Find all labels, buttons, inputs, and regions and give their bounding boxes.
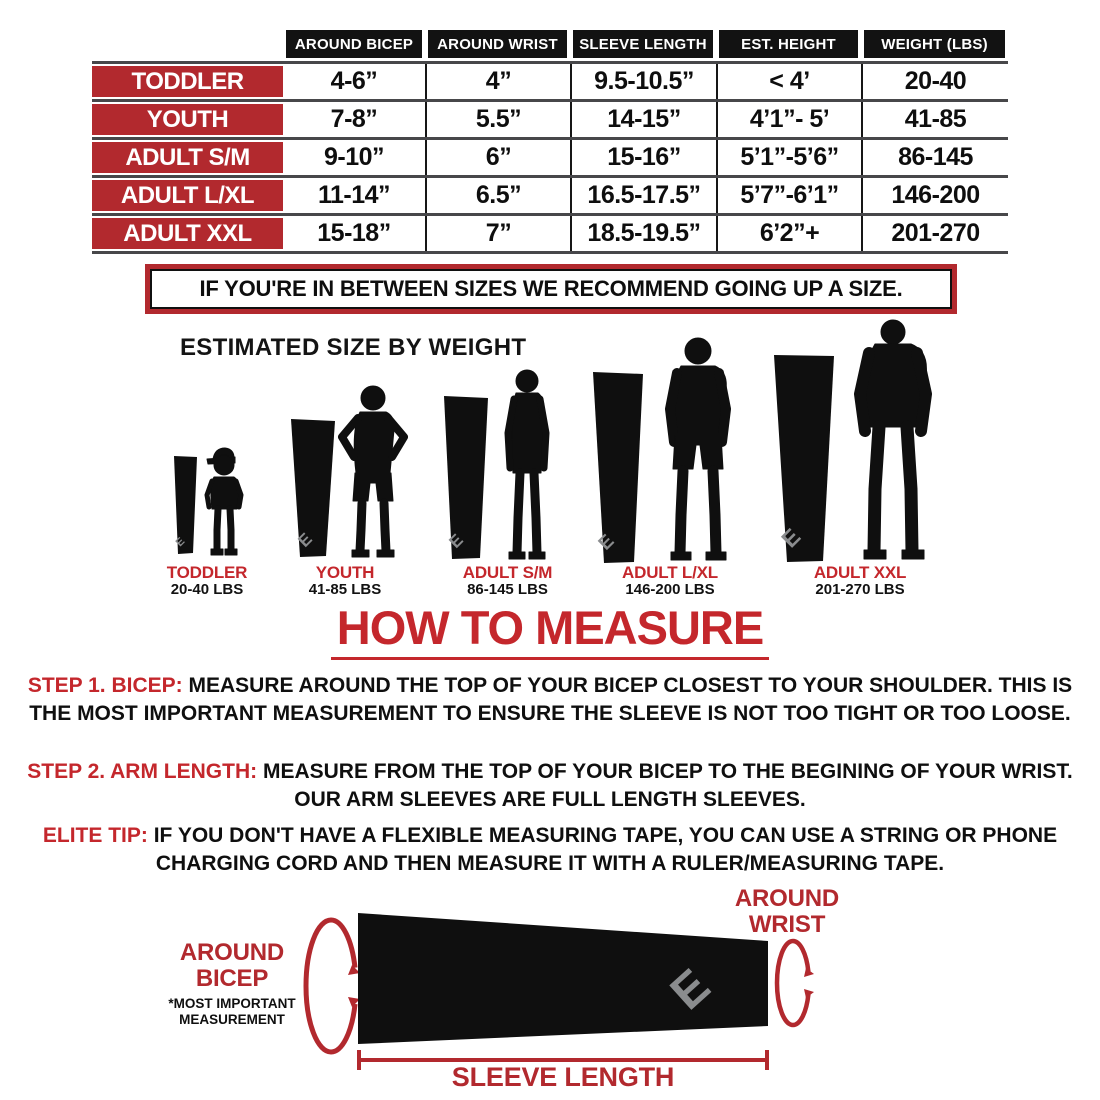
- cell-wrist: 6.5”: [425, 178, 570, 213]
- sleeve-diagram-graphic: [355, 908, 775, 1048]
- row-label: ADULT XXL: [92, 218, 283, 249]
- table-row-youth: [92, 99, 1008, 137]
- cell-sleeve: 18.5-19.5”: [570, 216, 716, 251]
- group-name: TODDLER: [166, 563, 248, 582]
- cell-wrist: 7”: [425, 216, 570, 251]
- group-name: ADULT S/M: [462, 563, 553, 582]
- row-label: ADULT L/XL: [92, 180, 283, 211]
- between-sizes-banner: [145, 264, 957, 314]
- banner-text: IF YOU'RE IN BETWEEN SIZES WE RECOMMEND GOING UP A SIZE.: [199, 276, 903, 301]
- group-name: YOUTH: [315, 563, 375, 582]
- size-table-body: [92, 61, 1008, 254]
- step-1-text: MEASURE AROUND THE TOP OF YOUR BICEP CLOSEST TO YOUR SHOULDER. THIS IS THE MOST IMPORTANT MEASUREMENT TO ENSURE THE SLEEVE IS NOT TOO TIGHT OR TOO LOOSE.: [29, 674, 1073, 725]
- size-table: [92, 30, 1008, 254]
- cell-height: 6’2”+: [716, 216, 861, 251]
- banner-inner-frame: [150, 269, 952, 309]
- how-to-measure-section: [0, 600, 1100, 660]
- bicep-ellipse: [302, 917, 360, 1055]
- group-label-adult-xxl: [795, 564, 925, 598]
- cell-weight: 20-40: [861, 64, 1008, 99]
- row-label: ADULT S/M: [92, 142, 283, 173]
- cell-wrist: 6”: [425, 140, 570, 175]
- cell-sleeve: 15-16”: [570, 140, 716, 175]
- brand-e-logo: E: [294, 529, 316, 551]
- sleeve-shape: [358, 913, 768, 1044]
- table-row-adult-xxl: [92, 213, 1008, 251]
- how-to-measure-title: HOW TO MEASURE: [331, 600, 769, 660]
- step-1-bicep: [20, 672, 1080, 728]
- cell-height: 5’7”-6’1”: [716, 178, 861, 213]
- adult-lxl-person-silhouette: [650, 337, 745, 562]
- group-weight: 20-40 LBS: [170, 581, 244, 598]
- adult-xxl-sleeve-graphic: [771, 353, 837, 563]
- column-header-est-height: EST. HEIGHT: [719, 30, 858, 58]
- group-weight: 201-270 LBS: [815, 581, 905, 598]
- cell-sleeve: 9.5-10.5”: [570, 64, 716, 99]
- step-2-label: STEP 2. ARM LENGTH:: [27, 760, 258, 783]
- group-weight: 86-145 LBS: [467, 581, 548, 598]
- group-weight: 146-200 LBS: [625, 581, 715, 598]
- table-row-toddler: [92, 61, 1008, 99]
- table-row-adult-sm: [92, 137, 1008, 175]
- cell-height: 4’1”- 5’: [716, 102, 861, 137]
- youth-person-silhouette: [333, 385, 413, 560]
- cell-bicep: 11-14”: [317, 181, 391, 209]
- group-weight: 41-85 LBS: [308, 581, 382, 598]
- cell-weight: 201-270: [861, 216, 1008, 251]
- adult-xxl-person-silhouette: [845, 319, 940, 562]
- row-label: YOUTH: [92, 104, 283, 135]
- cell-weight: 146-200: [861, 178, 1008, 213]
- group-label-youth: [285, 564, 405, 598]
- cell-sleeve: 14-15”: [570, 102, 716, 137]
- wrist-ellipse: [773, 938, 817, 1028]
- around-wrist-label: AROUND WRIST: [734, 885, 840, 938]
- row-label: TODDLER: [92, 66, 283, 97]
- group-label-toddler: [147, 564, 267, 598]
- cell-bicep: 9-10”: [323, 143, 385, 171]
- cell-weight: 41-85: [861, 102, 1008, 137]
- size-table-header-row: [92, 30, 1008, 58]
- brand-e-logo: E: [445, 530, 467, 552]
- brand-e-logo: E: [173, 535, 188, 550]
- brand-e-logo: E: [776, 523, 806, 553]
- group-name: ADULT XXL: [813, 563, 907, 582]
- adult-sm-person-silhouette: [492, 368, 562, 560]
- around-bicep-label: AROUND BICEP: [179, 939, 285, 992]
- column-header-sleeve-length: SLEEVE LENGTH: [573, 30, 713, 58]
- brand-e-logo: E: [660, 959, 721, 1021]
- step-1-label: STEP 1. BICEP:: [27, 674, 183, 697]
- cell-wrist: 5.5”: [425, 102, 570, 137]
- cell-bicep: 15-18”: [317, 219, 391, 247]
- adult-lxl-sleeve-graphic: [590, 371, 646, 564]
- group-name: ADULT L/XL: [622, 563, 718, 582]
- elite-tip: [20, 822, 1080, 878]
- toddler-sleeve-graphic: [172, 455, 199, 555]
- cell-height: 5’1”-5’6”: [716, 140, 861, 175]
- table-corner-empty: [92, 30, 283, 58]
- column-header-around-bicep: AROUND BICEP: [286, 30, 422, 58]
- column-header-weight-lbs: WEIGHT (LBS): [864, 30, 1005, 58]
- sleeve-length-label: SLEEVE LENGTH: [451, 1062, 675, 1092]
- toddler-person-silhouette: [201, 445, 258, 560]
- cell-height: < 4’: [716, 64, 861, 99]
- cell-sleeve: 16.5-17.5”: [570, 178, 716, 213]
- brand-e-logo: E: [594, 530, 619, 555]
- cell-bicep: 4-6”: [330, 67, 378, 95]
- cell-bicep: 7-8”: [330, 105, 378, 133]
- step-2-arm-length: [20, 758, 1080, 814]
- cell-wrist: 4”: [425, 64, 570, 99]
- column-header-around-wrist: AROUND WRIST: [428, 30, 567, 58]
- group-label-adult-sm: [445, 564, 570, 598]
- group-label-adult-lxl: [605, 564, 735, 598]
- table-row-adult-lxl: [92, 175, 1008, 213]
- step-2-text: MEASURE FROM THE TOP OF YOUR BICEP TO THE BEGINING OF YOUR WRIST. OUR ARM SLEEVES ARE FULL LENGTH SLEEVES.: [257, 760, 1073, 811]
- adult-sm-sleeve-graphic: [442, 395, 490, 560]
- cell-weight: 86-145: [861, 140, 1008, 175]
- most-important-note: *MOST IMPORTANT MEASUREMENT: [168, 996, 296, 1027]
- estimated-size-title: ESTIMATED SIZE BY WEIGHT: [180, 334, 527, 361]
- elite-tip-text: IF YOU DON'T HAVE A FLEXIBLE MEASURING TAPE, YOU CAN USE A STRING OR PHONE CHARGING CORD AND THEN MEASURE IT WITH A RULER/MEASURING TAPE.: [147, 824, 1058, 875]
- elite-tip-label: ELITE TIP:: [42, 824, 148, 847]
- youth-sleeve-graphic: [288, 418, 338, 558]
